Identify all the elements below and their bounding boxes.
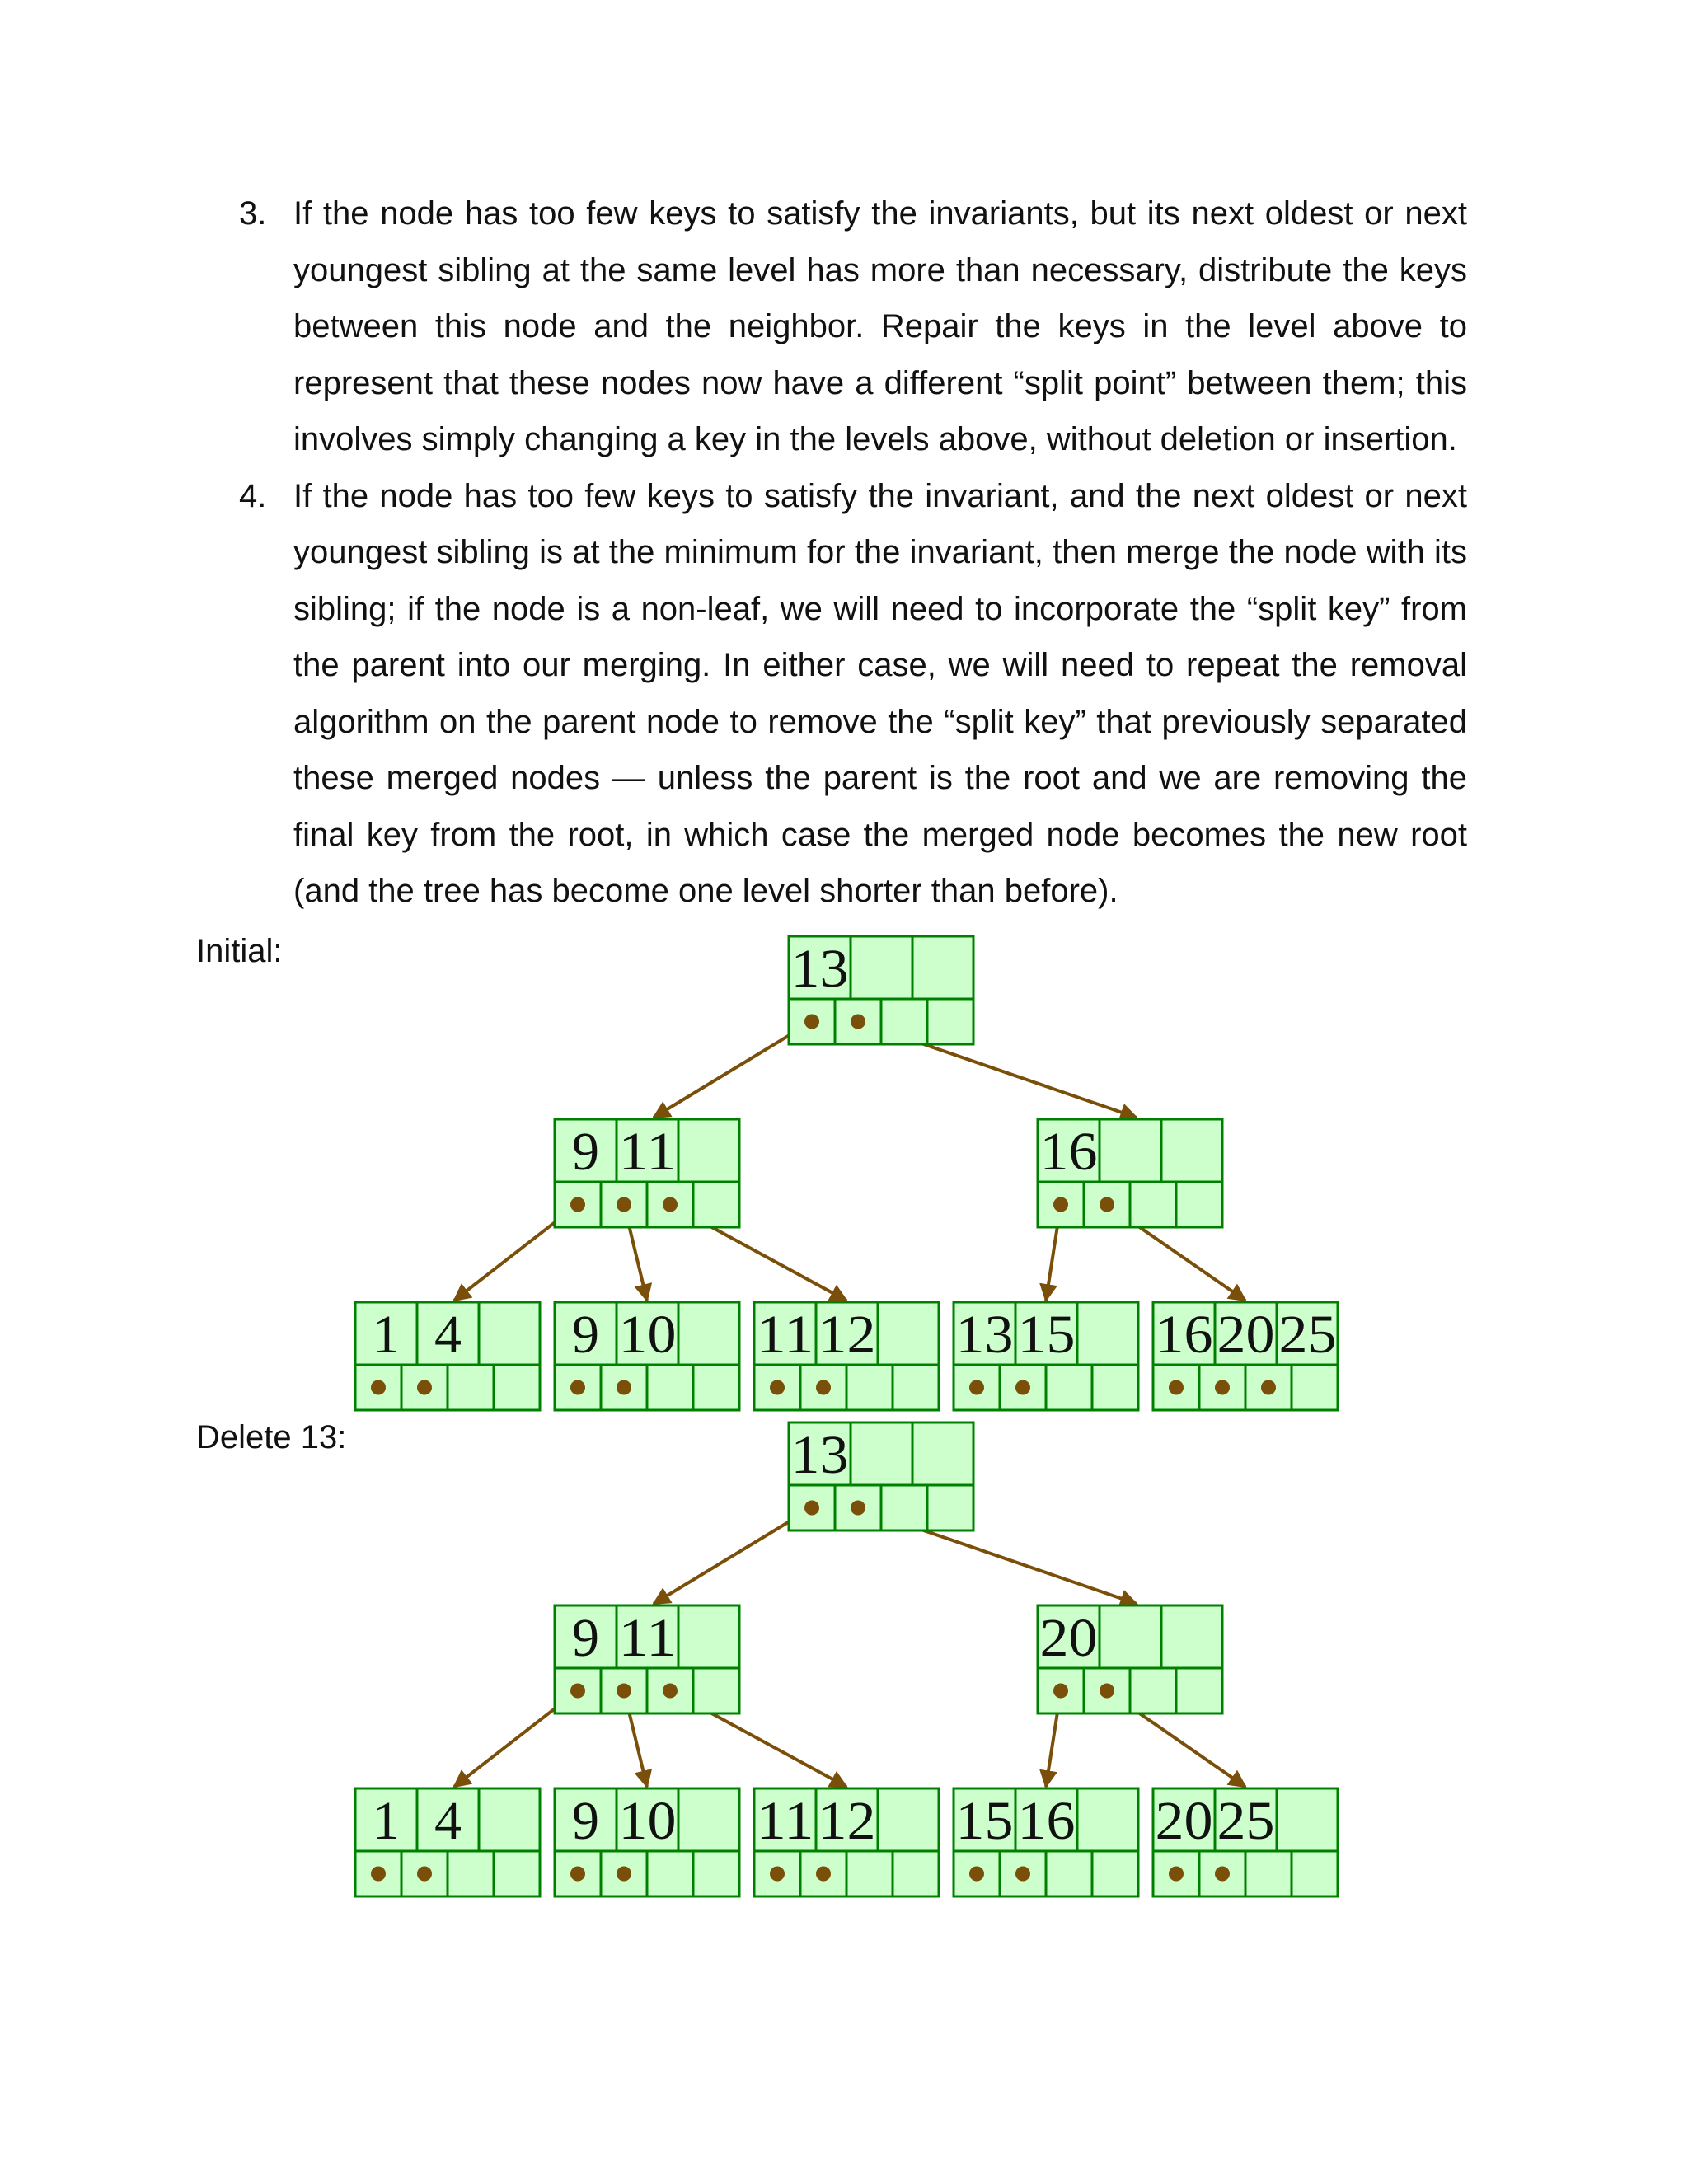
delete-label: Delete 13: bbox=[196, 1419, 347, 1455]
node-key: 13 bbox=[790, 1425, 849, 1485]
pointer-dot bbox=[417, 1380, 432, 1395]
root-node bbox=[789, 1422, 973, 1530]
internal-node bbox=[555, 1119, 739, 1227]
step-text: If the node has too few keys to satisfy the invariants, but its next oldest or next youngest sibling at the same level has more than necessary, distribute the keys between this node and the neighbor. Repair the keys in the level above to represent that these nodes now have a different “split point” between them; this involves simply changing a key in the levels above, without deletion or insertion. bbox=[293, 195, 1467, 457]
pointer-dot bbox=[417, 1867, 432, 1882]
node-key: 4 bbox=[434, 1791, 462, 1851]
node-key: 16 bbox=[1039, 1122, 1098, 1182]
pointer-dot bbox=[617, 1380, 631, 1395]
pointer-dot bbox=[1053, 1197, 1068, 1212]
leaf-node bbox=[1153, 1788, 1338, 1896]
pointer-dot bbox=[1015, 1380, 1030, 1395]
node-key: 10 bbox=[618, 1305, 677, 1365]
btree-diagram bbox=[355, 1422, 1338, 1896]
initial-label: Initial: bbox=[196, 933, 283, 969]
node-key: 13 bbox=[790, 939, 849, 999]
pointer-dot bbox=[969, 1380, 984, 1395]
node-key: 12 bbox=[818, 1305, 876, 1365]
node-key: 11 bbox=[756, 1305, 814, 1365]
pointer-dot bbox=[617, 1684, 631, 1699]
pointer-dot bbox=[804, 1015, 819, 1029]
node-key: 15 bbox=[955, 1791, 1014, 1851]
node-key: 12 bbox=[818, 1791, 876, 1851]
pointer-dot bbox=[617, 1197, 631, 1212]
root-node bbox=[789, 936, 973, 1044]
pointer-dot bbox=[816, 1380, 831, 1395]
pointer-dot bbox=[969, 1867, 984, 1882]
node-key: 16 bbox=[1155, 1305, 1213, 1365]
node-key: 16 bbox=[1017, 1791, 1076, 1851]
node-key: 11 bbox=[618, 1608, 677, 1668]
pointer-dot bbox=[663, 1684, 678, 1699]
leaf-node bbox=[555, 1302, 739, 1410]
node-key: 25 bbox=[1217, 1791, 1275, 1851]
leaf-node bbox=[954, 1302, 1138, 1410]
node-key: 11 bbox=[756, 1791, 814, 1851]
pointer-dot bbox=[804, 1501, 819, 1516]
step-number: 3. bbox=[239, 195, 267, 232]
pointer-dot bbox=[1053, 1684, 1068, 1699]
node-key: 9 bbox=[572, 1791, 599, 1851]
node-key: 20 bbox=[1217, 1305, 1275, 1365]
node-key: 20 bbox=[1155, 1791, 1213, 1851]
pointer-dot bbox=[1215, 1867, 1230, 1882]
internal-node bbox=[555, 1605, 739, 1713]
pointer-dot bbox=[1261, 1380, 1276, 1395]
node-key: 15 bbox=[1017, 1305, 1076, 1365]
tree-nodes bbox=[355, 1422, 1338, 1896]
internal-node bbox=[1038, 1605, 1222, 1713]
step-text: If the node has too few keys to satisfy the invariant, and the next oldest or next youngest sibling is at the minimum for the invariant, then merge the node with its sibling; if the node is a non-leaf, we will need to incorporate the “split key” from the parent into our merging. In either case, we will need to repeat the removal algorithm on the parent node to remove the “split key” that previously separated these merged nodes — unless the parent is the root and we are removing the final key from the root, in which case the merged node becomes the new root (and the tree has become one level shorter than before). bbox=[293, 477, 1467, 909]
node-key: 10 bbox=[618, 1791, 677, 1851]
pointer-dot bbox=[1169, 1867, 1184, 1882]
pointer-dot bbox=[770, 1380, 785, 1395]
step-number: 4. bbox=[239, 477, 267, 514]
pointer-dot bbox=[770, 1867, 785, 1882]
pointer-dot bbox=[1100, 1197, 1114, 1212]
node-key: 9 bbox=[572, 1305, 599, 1365]
pointer-dot bbox=[1169, 1380, 1184, 1395]
node-key: 11 bbox=[618, 1122, 677, 1182]
pointer-dot bbox=[570, 1380, 585, 1395]
pointer-dot bbox=[1215, 1380, 1230, 1395]
pointer-dot bbox=[617, 1867, 631, 1882]
pointer-dot bbox=[570, 1684, 585, 1699]
node-key: 20 bbox=[1039, 1608, 1098, 1668]
pointer-dot bbox=[371, 1867, 386, 1882]
pointer-dot bbox=[663, 1197, 678, 1212]
leaf-node bbox=[555, 1788, 739, 1896]
tree-nodes bbox=[355, 936, 1338, 1410]
node-key: 9 bbox=[572, 1122, 599, 1182]
leaf-node bbox=[355, 1788, 540, 1896]
leaf-node bbox=[1153, 1302, 1338, 1410]
pointer-dot bbox=[851, 1501, 865, 1516]
node-key: 1 bbox=[373, 1791, 400, 1851]
pointer-dot bbox=[1100, 1684, 1114, 1699]
leaf-node bbox=[954, 1788, 1138, 1896]
node-key: 4 bbox=[434, 1305, 462, 1365]
leaf-node bbox=[754, 1302, 939, 1410]
pointer-dot bbox=[1015, 1867, 1030, 1882]
node-key: 9 bbox=[572, 1608, 599, 1668]
leaf-node bbox=[355, 1302, 540, 1410]
btree-diagram bbox=[355, 936, 1338, 1410]
pointer-dot bbox=[570, 1197, 585, 1212]
leaf-node bbox=[754, 1788, 939, 1896]
node-key: 13 bbox=[955, 1305, 1014, 1365]
node-key: 1 bbox=[373, 1305, 400, 1365]
internal-node bbox=[1038, 1119, 1222, 1227]
pointer-dot bbox=[570, 1867, 585, 1882]
pointer-dot bbox=[816, 1867, 831, 1882]
pointer-dot bbox=[851, 1015, 865, 1029]
pointer-dot bbox=[371, 1380, 386, 1395]
node-key: 25 bbox=[1278, 1305, 1337, 1365]
